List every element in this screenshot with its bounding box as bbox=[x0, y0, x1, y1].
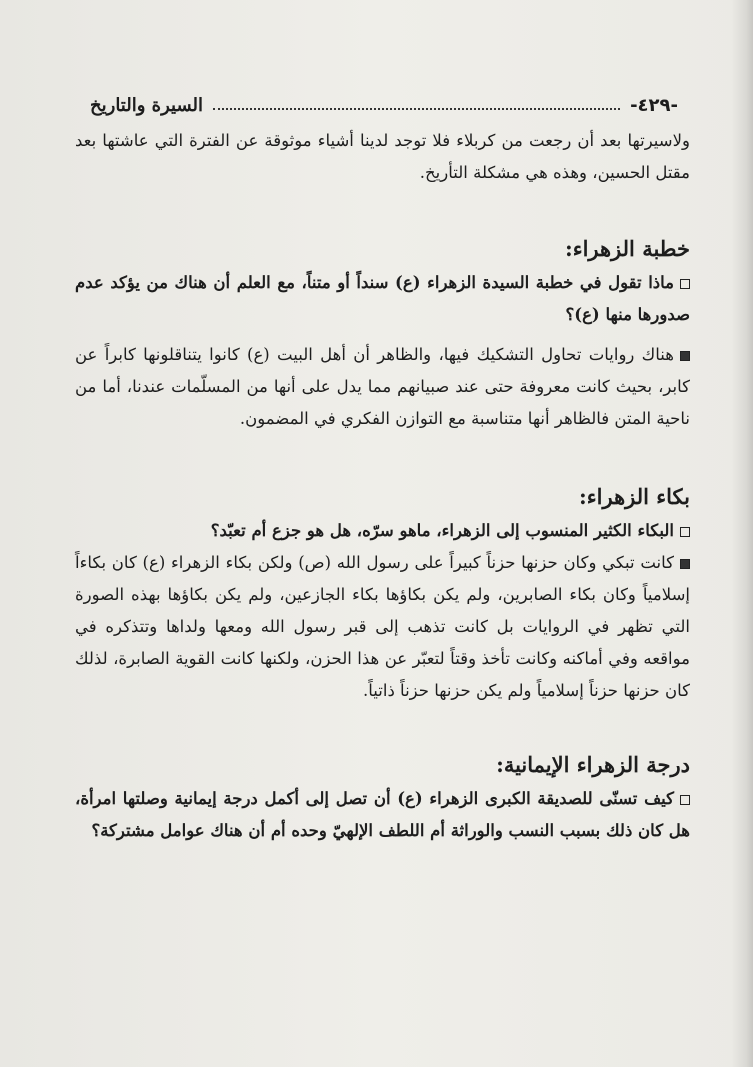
header-dotted-leader bbox=[213, 108, 620, 110]
question-paragraph bbox=[75, 783, 690, 847]
filled-square-icon bbox=[680, 351, 690, 361]
question-text: كيف تسنّى للصديقة الكبرى الزهراء (ع) أن تصل إلى أكمل درجة إيمانية وصلتها امرأة، هل كان ذلك بسبب النسب والوراثة أم اللطف الإلهيّ وحده أم أن هناك عوامل مشتركة؟ bbox=[75, 789, 690, 840]
open-square-icon bbox=[680, 279, 690, 289]
answer-paragraph bbox=[75, 339, 690, 435]
answer-text: كانت تبكي وكان حزنها حزناً كبيراً على رسول الله (ص) ولكن بكاء الزهراء (ع) كان بكاءاً إسلامياً وكان بكاء الصابرين، ولم يكن بكاؤها بكاء الجازعين، ولم يكن بكاؤها بهذه الصورة التي تظهر في الروايات بل كانت تذهب إلى قبر رسول الله ومعها ولداها وتتذكره في مواقعه وفي أماكنه وكانت تأخذ وقتاً لتعبّر عن هذا الحزن، ولكنها كانت القوية الصابرة، لذلك كان حزنها حزناً إسلامياً ولم يكن حزنها حزناً ذاتياً. bbox=[75, 553, 690, 700]
open-square-icon bbox=[680, 795, 690, 805]
page-number: -٤٢٩- bbox=[630, 95, 678, 116]
answer-paragraph bbox=[75, 547, 690, 707]
question-paragraph bbox=[75, 515, 690, 547]
section-heading: درجة الزهراء الإيمانية: bbox=[496, 752, 690, 777]
filled-square-icon bbox=[680, 559, 690, 569]
page-header bbox=[90, 90, 678, 116]
answer-text: هناك روايات تحاول التشكيك فيها، والظاهر أن أهل البيت (ع) كانوا يتناقلونها كابراً عن كابر، بحيث كانت معروفة حتى عند صبيانهم مما يدل على أنها من المسلّمات عندنا، أما من ناحية المتن فالظاهر أنها متناسبة مع التوازن الفكري في المضمون. bbox=[75, 345, 690, 428]
section-heading: بكاء الزهراء: bbox=[579, 484, 690, 509]
running-title: السيرة والتاريخ bbox=[90, 95, 204, 116]
page-edge-shadow bbox=[731, 0, 753, 1067]
section-heading: خطبة الزهراء: bbox=[564, 236, 690, 261]
question-text: ماذا تقول في خطبة السيدة الزهراء (ع) سنداً أو متناً، مع العلم أن هناك من يؤكد عدم صدورها منها (ع)؟ bbox=[75, 273, 690, 324]
page-body bbox=[75, 125, 690, 847]
intro-paragraph: ولاسيرتها بعد أن رجعت من كربلاء فلا توجد لدينا أشياء موثوقة عن الفترة التي عاشتها بعد مقتل الحسين، وهذه هي مشكلة التأريخ. bbox=[75, 131, 690, 182]
open-square-icon bbox=[680, 527, 690, 537]
question-text: البكاء الكثير المنسوب إلى الزهراء، ماهو سرّه، هل هو جزع أم تعبّد؟ bbox=[210, 521, 674, 540]
question-paragraph bbox=[75, 267, 690, 331]
